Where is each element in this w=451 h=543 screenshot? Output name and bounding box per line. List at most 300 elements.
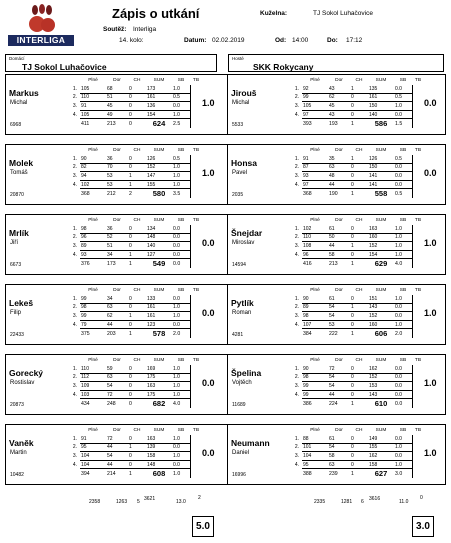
column-header: CH: [355, 287, 363, 293]
lane-cell: 0.5: [394, 155, 412, 164]
home-team-box: [5, 54, 217, 72]
player-surname: Honsa: [231, 158, 257, 168]
total-cell: 394: [81, 470, 90, 477]
lane-number: 1.: [294, 365, 299, 372]
total-cell: 2.5: [173, 120, 181, 127]
home-final-score: 5.0: [192, 516, 214, 537]
column-header: SB: [177, 427, 185, 433]
column-header: SB: [399, 357, 407, 363]
lane-cell: 99: [302, 382, 328, 391]
lane-cell: 0.0: [394, 110, 412, 119]
lane-cell: 98: [80, 303, 106, 312]
lane-row: [68, 172, 202, 181]
column-header: SUM: [153, 217, 165, 223]
lane-row: [68, 452, 202, 461]
lane-cell: 1: [128, 180, 146, 189]
lane-cell: 89: [80, 242, 106, 251]
lane-cell: 1.0: [394, 443, 412, 452]
total-tb: [190, 329, 202, 339]
total-cell: 1: [351, 190, 354, 197]
lane-cell: 99: [302, 390, 328, 399]
home-player-block: [6, 75, 225, 134]
lane-cell: 95: [302, 460, 328, 469]
total-cell: 578: [152, 329, 166, 339]
player-surname: Neumann: [231, 438, 270, 448]
lane-cell: 158: [368, 460, 394, 469]
lane-tb: [190, 110, 202, 119]
total-cell: 606: [374, 329, 388, 339]
column-header: SB: [177, 147, 185, 153]
lane-number: 4.: [72, 461, 77, 468]
lane-row: [290, 172, 424, 181]
lane-cell: 0: [350, 312, 368, 321]
venue-value: TJ Sokol Luhačovice: [313, 10, 373, 17]
lane-cell: 53: [106, 180, 128, 189]
lane-cell: 91: [80, 102, 106, 111]
home-player-block: [6, 355, 225, 414]
lane-tb: [412, 163, 424, 172]
lane-cell: 63: [328, 163, 350, 172]
total-cell: 2.0: [173, 330, 181, 337]
total-cell: 682: [152, 399, 166, 409]
lane-cell: 143: [368, 390, 394, 399]
column-header: SUM: [375, 77, 387, 83]
lane-cell: 61: [328, 225, 350, 234]
lane-cell: 93: [302, 172, 328, 181]
lane-cell: 173: [146, 85, 172, 94]
lane-cell: 0.0: [394, 373, 412, 382]
lane-cell: 110: [80, 365, 106, 374]
lane-number: 2.: [72, 164, 77, 171]
player-firstname: Rostislav: [10, 380, 35, 386]
lane-cell: 175: [146, 390, 172, 399]
lane-cell: 0: [350, 225, 368, 234]
to-value: 17:12: [346, 37, 363, 44]
lane-number: 4.: [72, 181, 77, 188]
lane-cell: 0.5: [172, 93, 190, 102]
total-tb: [412, 399, 424, 409]
lane-cell: 149: [368, 435, 394, 444]
lane-cell: 1.0: [172, 110, 190, 119]
home-player-block: [6, 285, 225, 344]
score-table: [68, 76, 202, 128]
lane-cell: 0: [350, 460, 368, 469]
lane-tb: [190, 303, 202, 312]
player-firstname: Daniel: [232, 450, 250, 456]
player-surname: Gorecký: [9, 368, 44, 378]
lane-cell: 126: [368, 155, 394, 164]
player-firstname: Michal: [10, 100, 28, 106]
lane-cell: 45: [328, 102, 350, 111]
column-header: CH: [133, 147, 141, 153]
lane-cell: 0.5: [172, 155, 190, 164]
lane-cell: 105: [80, 85, 106, 94]
lane-tb: [412, 390, 424, 399]
lane-cell: 95: [80, 443, 106, 452]
total-cell: 2.0: [395, 330, 403, 337]
lane-number: 2.: [72, 304, 77, 311]
lane-cell: 90: [80, 155, 106, 164]
total-cell: 0.0: [173, 260, 181, 267]
match-block: [5, 214, 446, 275]
lane-cell: 163: [146, 435, 172, 444]
lane-cell: 148: [146, 233, 172, 242]
date-value: 02.02.2019: [212, 37, 245, 44]
lane-cell: 54: [106, 382, 128, 391]
lane-tb: [412, 320, 424, 329]
score-table-header: [290, 286, 424, 295]
lane-cell: 51: [106, 242, 128, 251]
lane-cell: 163: [368, 225, 394, 234]
lane-number: 2.: [72, 234, 77, 241]
lane-cell: 105: [302, 102, 328, 111]
lane-cell: 90: [302, 365, 328, 374]
lane-cell: 43: [328, 85, 350, 94]
lane-number: 3.: [72, 103, 77, 110]
player-registration: 6673: [10, 262, 22, 268]
lane-row: [68, 233, 202, 242]
lane-cell: 0.0: [172, 242, 190, 251]
lane-cell: 0: [128, 295, 146, 304]
lane-cell: 1.0: [394, 102, 412, 111]
total-tb: [190, 259, 202, 269]
player-surname: Jirouš: [231, 88, 257, 98]
match-points: 1.0: [424, 308, 437, 318]
lane-tb: [412, 303, 424, 312]
score-table: [68, 426, 202, 478]
interliga-logo: [8, 4, 74, 46]
lane-cell: 68: [106, 85, 128, 94]
player-firstname: Jiří: [10, 240, 18, 246]
lane-cell: 161: [146, 93, 172, 102]
player-firstname: Roman: [232, 310, 252, 316]
lane-cell: 91: [302, 155, 328, 164]
lane-row: [290, 320, 424, 329]
lane-cell: 1.0: [394, 295, 412, 304]
column-header: SB: [399, 147, 407, 153]
lane-cell: 0.0: [394, 312, 412, 321]
lane-cell: 91: [80, 435, 106, 444]
score-table: [68, 286, 202, 338]
lane-tb: [412, 382, 424, 391]
lane-tb: [190, 452, 202, 461]
away-player-block: [227, 355, 446, 414]
total-tb: [412, 329, 424, 339]
score-table: [290, 76, 424, 128]
column-header: SUM: [153, 427, 165, 433]
lane-cell: 155: [146, 180, 172, 189]
lane-row: [290, 163, 424, 172]
total-row: [68, 399, 202, 409]
column-header: CH: [355, 77, 363, 83]
lane-cell: 1.0: [172, 180, 190, 189]
total-cell: 4.0: [173, 400, 181, 407]
lane-row: [68, 382, 202, 391]
lane-cell: 0: [128, 93, 146, 102]
score-table-header: [290, 76, 424, 85]
player-surname: Šnejdar: [231, 228, 263, 238]
column-header: Dor: [335, 77, 343, 83]
lane-cell: 0.0: [394, 390, 412, 399]
column-header: SB: [177, 77, 185, 83]
lane-tb: [412, 435, 424, 444]
lane-cell: 161: [146, 312, 172, 321]
lane-cell: 123: [146, 320, 172, 329]
lane-tb: [412, 460, 424, 469]
column-header: CH: [355, 217, 363, 223]
lane-tb: [412, 242, 424, 251]
total-cell: 1: [129, 260, 132, 267]
lane-row: [68, 102, 202, 111]
home-sum-total: 3621: [144, 496, 156, 502]
lane-tb: [412, 155, 424, 164]
column-header: Plné: [88, 357, 98, 363]
away-player-block: [227, 425, 446, 484]
player-registration: 5533: [232, 122, 244, 128]
player-surname: Molek: [9, 158, 34, 168]
lane-cell: 0: [128, 435, 146, 444]
lane-tb: [190, 443, 202, 452]
lane-cell: 1.0: [172, 312, 190, 321]
lane-cell: 0: [128, 225, 146, 234]
lane-row: [68, 225, 202, 234]
lane-cell: 0: [128, 382, 146, 391]
score-table-header: [68, 146, 202, 155]
lane-cell: 35: [328, 155, 350, 164]
column-header: SUM: [153, 287, 165, 293]
lane-cell: 104: [80, 460, 106, 469]
column-header: Dor: [335, 287, 343, 293]
total-cell: 1: [351, 400, 354, 407]
lane-cell: 44: [106, 320, 128, 329]
lane-cell: 102: [80, 180, 106, 189]
column-header: SB: [399, 427, 407, 433]
player-surname: Markus: [9, 88, 39, 98]
total-cell: 1: [351, 260, 354, 267]
lane-cell: 36: [106, 155, 128, 164]
match-points: 0.0: [424, 168, 437, 178]
lane-cell: 103: [80, 390, 106, 399]
lane-row: [68, 85, 202, 94]
column-header: SB: [177, 287, 185, 293]
lane-cell: 63: [106, 373, 128, 382]
lane-cell: 50: [328, 233, 350, 242]
match-points: 0.0: [202, 448, 215, 458]
column-header: CH: [133, 287, 141, 293]
lane-cell: 0: [128, 163, 146, 172]
lane-cell: 1.0: [394, 460, 412, 469]
lane-row: [290, 102, 424, 111]
match-points: 0.0: [202, 308, 215, 318]
lane-number: 2.: [294, 234, 299, 241]
home-label: Domácí: [9, 56, 25, 61]
date-label: Datum:: [184, 37, 207, 44]
score-table-header: [68, 216, 202, 225]
lane-cell: 0: [128, 155, 146, 164]
player-registration: 11689: [232, 402, 246, 408]
lane-cell: 1: [350, 155, 368, 164]
lane-row: [68, 373, 202, 382]
lane-number: 1.: [294, 85, 299, 92]
score-table-header: [68, 286, 202, 295]
total-cell: 1.0: [173, 470, 181, 477]
lane-tb: [190, 312, 202, 321]
lane-cell: 0: [350, 172, 368, 181]
lane-tb: [190, 250, 202, 259]
column-header: CH: [133, 427, 141, 433]
lane-cell: 54: [328, 382, 350, 391]
lane-tb: [412, 295, 424, 304]
player-surname: Vaněk: [9, 438, 34, 448]
total-cell: 3.0: [395, 470, 403, 477]
total-row: [68, 119, 202, 129]
lane-cell: 44: [106, 460, 128, 469]
lane-number: 2.: [294, 94, 299, 101]
lane-cell: 61: [328, 435, 350, 444]
total-cell: 1: [129, 330, 132, 337]
score-table: [68, 216, 202, 268]
lane-cell: 0.0: [172, 233, 190, 242]
lane-row: [290, 365, 424, 374]
player-surname: Mrlík: [9, 228, 29, 238]
player-firstname: Pavel: [232, 170, 248, 176]
lane-cell: 1.0: [172, 373, 190, 382]
column-header: TB: [414, 357, 422, 363]
away-player-block: [227, 145, 446, 204]
lane-tb: [190, 233, 202, 242]
player-firstname: Tomáš: [10, 170, 28, 176]
lane-cell: 44: [328, 390, 350, 399]
lane-number: 4.: [294, 321, 299, 328]
lane-row: [68, 242, 202, 251]
total-cell: 627: [374, 469, 388, 479]
total-row: [68, 259, 202, 269]
lane-tb: [412, 365, 424, 374]
away-sum-dor: 1281: [341, 499, 353, 505]
lane-tb: [190, 85, 202, 94]
score-table-header: [68, 356, 202, 365]
lane-cell: 1.0: [172, 382, 190, 391]
lane-cell: 0.0: [394, 452, 412, 461]
column-header: TB: [414, 77, 422, 83]
column-header: SB: [177, 357, 185, 363]
lane-number: 2.: [72, 374, 77, 381]
lane-cell: 102: [302, 225, 328, 234]
total-tb: [190, 399, 202, 409]
total-cell: 376: [81, 260, 90, 267]
total-cell: 213: [107, 120, 116, 127]
lane-cell: 98: [302, 373, 328, 382]
lane-cell: 0: [350, 233, 368, 242]
match-points: 0.0: [424, 98, 437, 108]
lane-cell: 0: [128, 390, 146, 399]
lane-cell: 63: [106, 303, 128, 312]
lane-cell: 44: [106, 443, 128, 452]
lane-cell: 150: [368, 163, 394, 172]
lane-cell: 82: [80, 163, 106, 172]
total-cell: 608: [152, 469, 166, 479]
total-row: [68, 469, 202, 479]
lane-tb: [190, 242, 202, 251]
lane-number: 2.: [294, 374, 299, 381]
total-cell: 0.5: [395, 190, 403, 197]
lane-cell: 0: [350, 250, 368, 259]
score-table-header: [290, 426, 424, 435]
lane-row: [68, 93, 202, 102]
lane-cell: 140: [146, 242, 172, 251]
lane-cell: 1.0: [394, 233, 412, 242]
total-cell: 0.0: [395, 400, 403, 407]
lane-cell: 147: [146, 172, 172, 181]
player-surname: Pytlík: [231, 298, 254, 308]
match-block: [5, 354, 446, 415]
lane-cell: 88: [302, 435, 328, 444]
total-cell: 549: [152, 259, 166, 269]
total-cell: 388: [303, 470, 312, 477]
column-header: Plné: [310, 147, 320, 153]
total-row: [290, 329, 424, 339]
away-sum-plne: 2335: [314, 499, 326, 505]
lane-row: [290, 373, 424, 382]
lane-number: 3.: [294, 383, 299, 390]
total-cell: 173: [107, 260, 116, 267]
column-header: Dor: [335, 147, 343, 153]
total-cell: 1: [351, 470, 354, 477]
column-header: SB: [399, 77, 407, 83]
lane-row: [68, 443, 202, 452]
lane-cell: 97: [302, 110, 328, 119]
score-table: [290, 356, 424, 408]
total-cell: 4.0: [395, 260, 403, 267]
lane-row: [68, 163, 202, 172]
lane-cell: 98: [302, 312, 328, 321]
lane-cell: 0.0: [394, 382, 412, 391]
lane-cell: 36: [106, 225, 128, 234]
lane-cell: 96: [302, 250, 328, 259]
lane-cell: 1: [350, 85, 368, 94]
column-header: Plné: [310, 77, 320, 83]
lane-cell: 0.0: [172, 250, 190, 259]
competition-label: Soutěž:: [103, 26, 127, 33]
column-header: SUM: [153, 357, 165, 363]
away-sum-total: 3616: [369, 496, 381, 502]
lane-cell: 54: [328, 373, 350, 382]
lane-cell: 0.0: [172, 225, 190, 234]
lane-cell: 0: [350, 373, 368, 382]
lane-cell: 162: [368, 452, 394, 461]
total-cell: 368: [303, 190, 312, 197]
total-row: [290, 119, 424, 129]
lane-number: 3.: [72, 453, 77, 460]
total-cell: 248: [107, 400, 116, 407]
lane-cell: 0: [128, 85, 146, 94]
player-registration: 4281: [232, 332, 244, 338]
lane-cell: 34: [106, 295, 128, 304]
lane-cell: 1: [350, 242, 368, 251]
lane-cell: 58: [328, 250, 350, 259]
total-cell: 384: [303, 330, 312, 337]
lane-cell: 54: [106, 452, 128, 461]
from-value: 14:00: [292, 37, 309, 44]
lane-tb: [190, 225, 202, 234]
lane-cell: 104: [302, 452, 328, 461]
column-header: Plné: [88, 77, 98, 83]
away-label: Hosté: [232, 56, 244, 61]
lane-cell: 1.0: [394, 242, 412, 251]
lane-cell: 0: [128, 452, 146, 461]
total-cell: 624: [152, 119, 166, 129]
lane-cell: 54: [328, 303, 350, 312]
